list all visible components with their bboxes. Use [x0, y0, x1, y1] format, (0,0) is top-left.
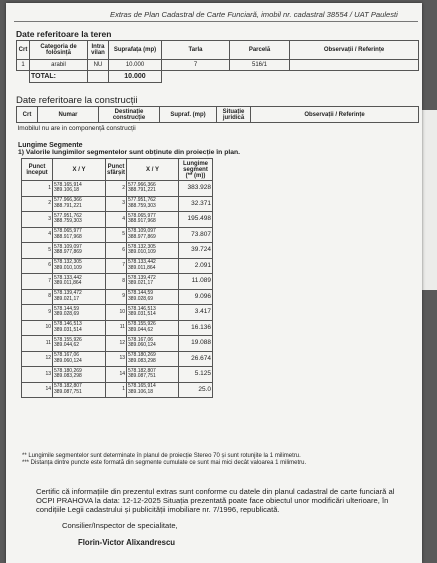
cell: 1: [17, 60, 30, 71]
coord-y: 389.011,864: [54, 280, 82, 287]
segment-row: [22, 351, 213, 367]
coord-y: 389.060,124: [54, 357, 82, 364]
header-divider: [14, 21, 418, 22]
end-coords: [127, 382, 179, 398]
segment-length: 25.0: [179, 382, 213, 398]
segment-length: 39.724: [179, 243, 213, 259]
end-coords: [127, 367, 179, 383]
start-point: 10: [22, 320, 53, 336]
start-point: 13: [22, 367, 53, 383]
coord-x: 578.167,06: [128, 336, 154, 343]
col-header: X / Y: [127, 159, 179, 181]
segment-row: [22, 320, 213, 336]
col-header: X / Y: [53, 159, 106, 181]
start-point: 7: [22, 274, 53, 290]
start-coords: [53, 289, 106, 305]
coord-x: 578.155,926: [54, 336, 82, 343]
coord-y: 388.759,303: [128, 202, 156, 209]
constructions-table: [16, 106, 419, 135]
coord-y: 389.011,864: [128, 264, 156, 271]
document-header: Extras de Plan Cadastral de Carte Funciară, imobil nr. cadastral 38554 / UAT Paulesti: [110, 10, 398, 19]
end-point: 6: [106, 243, 127, 259]
end-coords: [127, 305, 179, 321]
coord-x: 578.133,442: [54, 274, 82, 281]
segment-row: [22, 274, 213, 290]
coord-y: 389.010,109: [128, 249, 156, 256]
end-point: 11: [106, 320, 127, 336]
coord-y: 389.044,62: [128, 326, 154, 333]
coord-y: 389.087,751: [128, 373, 156, 380]
start-coords: [53, 382, 106, 398]
cell: 7: [162, 60, 230, 71]
segment-length: 5.125: [179, 367, 213, 383]
end-point: 4: [106, 212, 127, 228]
col-header: Categoria de folosință: [30, 41, 88, 60]
cell: arabil: [30, 60, 88, 71]
coord-x: 578.132,305: [128, 243, 156, 250]
coord-y: 389.031,514: [128, 311, 156, 318]
cell: 10.000: [109, 60, 162, 71]
coord-x: 578.180,269: [128, 352, 156, 359]
col-header: Lungime segment (** (m)): [179, 159, 213, 181]
segment-length: 2.091: [179, 258, 213, 274]
start-point: 1: [22, 181, 53, 197]
segment-row: [22, 181, 213, 197]
end-point: 9: [106, 289, 127, 305]
end-coords: [127, 289, 179, 305]
start-coords: [53, 196, 106, 212]
coord-x: 578.180,269: [54, 367, 82, 374]
segment-length: 73.807: [179, 227, 213, 243]
coord-y: 388.977,869: [128, 233, 156, 240]
coord-x: 578.065,977: [128, 212, 156, 219]
coord-x: 578.109,097: [128, 228, 156, 235]
start-point: 8: [22, 289, 53, 305]
col-header: Observații / Referințe: [251, 107, 419, 123]
segment-length: 3.417: [179, 305, 213, 321]
segments-table: [21, 158, 213, 398]
start-coords: [53, 212, 106, 228]
start-coords: [53, 305, 106, 321]
segment-row: [22, 367, 213, 383]
segment-length: 16.136: [179, 320, 213, 336]
start-point: 6: [22, 258, 53, 274]
start-coords: [53, 336, 106, 352]
segment-row: [22, 382, 213, 398]
segment-row: [22, 243, 213, 259]
end-coords: [127, 196, 179, 212]
segment-row: [22, 196, 213, 212]
segment-row: [22, 227, 213, 243]
coord-y: 389.028,69: [54, 311, 80, 318]
coord-y: 388.977,869: [54, 249, 82, 256]
col-header: Crt: [17, 107, 38, 123]
coord-y: 389.087,751: [54, 388, 82, 395]
coord-x: 578.132,305: [54, 259, 82, 266]
land-table: [16, 40, 419, 83]
start-coords: [53, 367, 106, 383]
land-section-title: Date referitoare la teren: [16, 29, 112, 39]
certification-text: Certific că informațiile din prezentul extras sunt conforme cu datele din planul cadastral de carte funciară al OCPI PRAHOVA la data: 12-12-2025 Situația prezentată poate face obiectul unor modificări ulterioare, în condițiile Legii cadastrului și publicității imobiliare nr. 7/1996, republicată.: [36, 487, 395, 514]
start-coords: [53, 243, 106, 259]
coord-y: 389.021,17: [54, 295, 80, 302]
end-coords: [127, 227, 179, 243]
coord-x: 578.109,097: [54, 243, 82, 250]
start-point: 5: [22, 243, 53, 259]
start-coords: [53, 181, 106, 197]
segment-length: 11.089: [179, 274, 213, 290]
col-header: Tarla: [162, 41, 230, 60]
segment-length: 26.674: [179, 351, 213, 367]
start-point: 14: [22, 382, 53, 398]
coord-x: 578.144,59: [54, 305, 80, 312]
end-coords: [127, 258, 179, 274]
start-coords: [53, 351, 106, 367]
end-point: 8: [106, 274, 127, 290]
coord-y: 389.021,17: [128, 280, 154, 287]
segment-row: [22, 258, 213, 274]
coord-x: 578.139,472: [54, 290, 82, 297]
segment-length: 9.096: [179, 289, 213, 305]
col-header: Crt: [17, 41, 30, 60]
start-point: 11: [22, 336, 53, 352]
cell: NU: [88, 60, 109, 71]
coord-x: 578.167,06: [54, 352, 80, 359]
coord-x: 578.155,926: [128, 321, 156, 328]
coord-y: 389.031,514: [54, 326, 82, 333]
start-coords: [53, 274, 106, 290]
coord-x: 578.144,59: [128, 290, 154, 297]
coord-y: 389.044,62: [54, 342, 80, 349]
coord-x: 577.966,366: [54, 197, 82, 204]
col-header: Punct sfârșit: [106, 159, 127, 181]
coord-x: 578.146,513: [54, 321, 82, 328]
segments-note-2: *** Distanța dintre puncte este formată din segmente cumulate ce sunt mai mici decât valoarea 1 milimetru.: [22, 460, 307, 466]
segment-row: [22, 212, 213, 228]
segment-length: 19.088: [179, 336, 213, 352]
end-coords: [127, 336, 179, 352]
end-point: 3: [106, 196, 127, 212]
segments-subtitle: 1) Valorile lungimilor segmentelor sunt obținute din proiecție în plan.: [18, 149, 241, 156]
end-coords: [127, 181, 179, 197]
coord-y: 389.106,18: [54, 187, 80, 194]
coord-y: 388.791,221: [128, 187, 156, 194]
coord-x: 578.133,442: [128, 259, 156, 266]
coord-x: 577.951,762: [128, 197, 156, 204]
table-row: [17, 60, 419, 71]
start-point: 3: [22, 212, 53, 228]
end-coords: [127, 212, 179, 228]
col-header: Destinație construcție: [99, 107, 160, 123]
signatory-name: Florin-Victor Alixandrescu: [78, 538, 176, 547]
segments-title: Lungime Segmente: [18, 142, 83, 149]
start-point: 4: [22, 227, 53, 243]
coord-y: 389.083,298: [54, 373, 82, 380]
coord-y: 388.917,968: [128, 218, 156, 225]
end-point: 10: [106, 305, 127, 321]
segments-note-1: ** Lungimile segmentelor sunt determinate în planul de proiecție Stereo 70 și sunt rotunjite la 1 milimetru.: [22, 453, 301, 459]
total-label: TOTAL:: [30, 71, 88, 83]
segment-row: [22, 305, 213, 321]
coord-x: 578.182,807: [54, 383, 82, 390]
coord-y: 389.060,124: [128, 342, 156, 349]
end-point: 7: [106, 258, 127, 274]
start-coords: [53, 320, 106, 336]
start-coords: [53, 258, 106, 274]
end-point: 13: [106, 351, 127, 367]
coord-x: 578.146,513: [128, 305, 156, 312]
coord-y: 389.028,69: [128, 295, 154, 302]
end-coords: [127, 320, 179, 336]
empty-note: Imobilul nu are in componență construcții: [17, 123, 419, 136]
end-coords: [127, 351, 179, 367]
end-point: 5: [106, 227, 127, 243]
col-header: Suprafața (mp): [109, 41, 162, 60]
cell: [290, 60, 419, 71]
coord-x: 577.951,762: [54, 212, 82, 219]
end-coords: [127, 243, 179, 259]
col-header: Parcelă: [230, 41, 290, 60]
segment-length: 195.498: [179, 212, 213, 228]
coord-x: 577.966,366: [128, 181, 156, 188]
start-point: 12: [22, 351, 53, 367]
total-value: 10.000: [109, 71, 162, 83]
end-point: 1: [106, 382, 127, 398]
cell: 516/1: [230, 60, 290, 71]
constructions-section-title: Date referitoare la construcții: [16, 95, 138, 106]
col-header: Observații / Referințe: [290, 41, 419, 60]
end-coords: [127, 274, 179, 290]
coord-y: 388.917,968: [54, 233, 82, 240]
end-point: 14: [106, 367, 127, 383]
end-point: 2: [106, 181, 127, 197]
coord-y: 389.010,109: [54, 264, 82, 271]
col-header: Intra vilan: [88, 41, 109, 60]
col-header: Supraf. (mp): [160, 107, 217, 123]
segment-row: [22, 336, 213, 352]
start-point: 9: [22, 305, 53, 321]
coord-y: 389.106,18: [128, 388, 154, 395]
segment-length: 383.928: [179, 181, 213, 197]
segment-length: 32.371: [179, 196, 213, 212]
start-point: 2: [22, 196, 53, 212]
coord-x: 578.165,914: [54, 181, 82, 188]
col-header: Situație juridică: [217, 107, 251, 123]
coord-x: 578.139,472: [128, 274, 156, 281]
col-header: Punct început: [22, 159, 53, 181]
coord-x: 578.065,977: [54, 228, 82, 235]
signatory-role: Consilier/Inspector de specialitate,: [62, 521, 178, 530]
coord-y: 388.759,303: [54, 218, 82, 225]
col-header: Numar: [38, 107, 99, 123]
coord-y: 389.083,298: [128, 357, 156, 364]
coord-x: 578.165,914: [128, 383, 156, 390]
start-coords: [53, 227, 106, 243]
end-point: 12: [106, 336, 127, 352]
total-row: [17, 71, 419, 83]
segment-row: [22, 289, 213, 305]
coord-y: 388.791,221: [54, 202, 82, 209]
coord-x: 578.182,807: [128, 367, 156, 374]
